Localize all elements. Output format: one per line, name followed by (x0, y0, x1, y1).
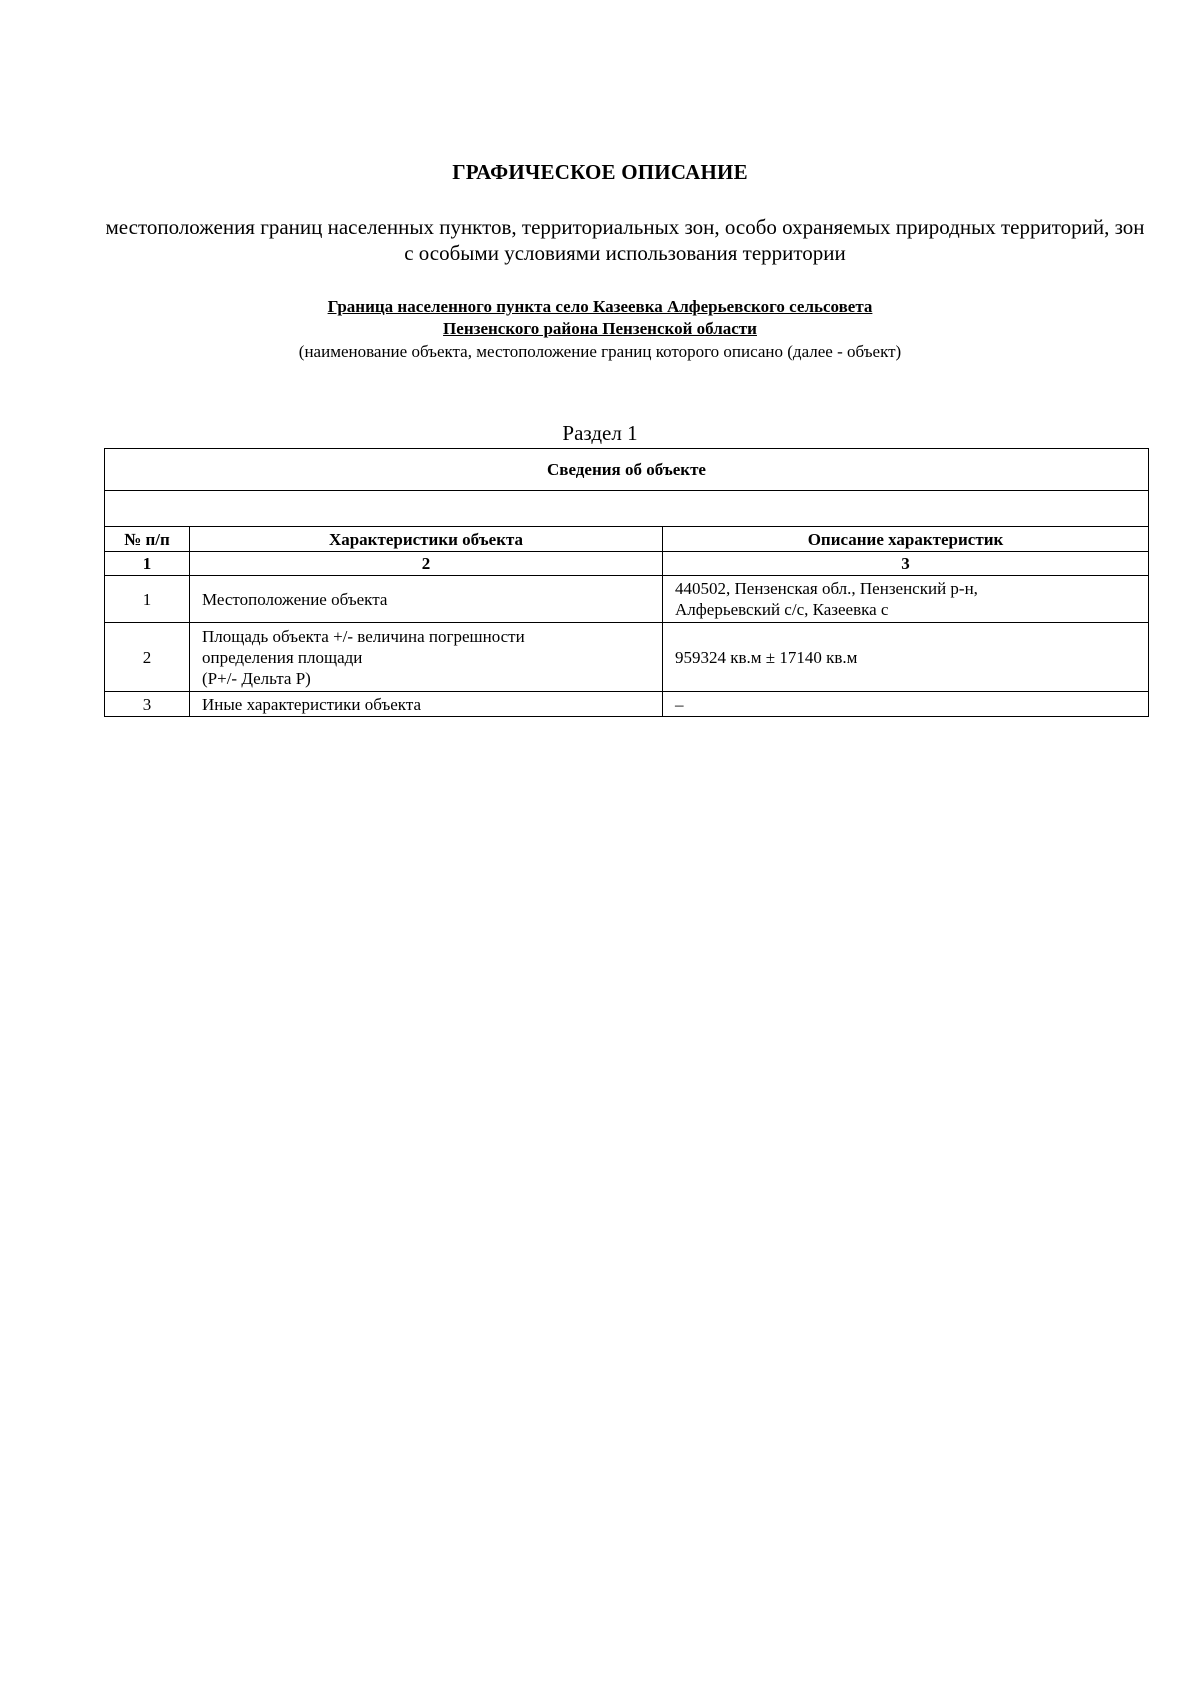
row-characteristic: Местоположение объекта (190, 576, 663, 623)
row-description (663, 576, 1149, 623)
table-blank-row (105, 491, 1149, 527)
table-column-numbers (105, 552, 1149, 576)
row-number: 1 (105, 576, 190, 623)
row-description-line: Алферьевский с/с, Казеевка с (675, 600, 889, 619)
object-name-line-1: Граница населенного пункта село Казеевка Алферьевского сельсовета (327, 297, 873, 316)
row-number: 2 (105, 623, 190, 692)
document-subtitle: местоположения границ населенных пунктов, территориальных зон, особо охраняемых природных территорий, зон с особыми условиями использования территории (105, 215, 1145, 265)
document-title: ГРАФИЧЕСКОЕ ОПИСАНИЕ (452, 160, 748, 184)
column-header-characteristics: Характеристики объекта (190, 527, 663, 552)
column-header-description: Описание характеристик (663, 527, 1149, 552)
row-characteristic-line: определения площади (202, 647, 363, 667)
table-row (105, 576, 1149, 623)
object-caption: (наименование объекта, местоположение границ которого описано (далее - объект) (298, 342, 902, 361)
table-header-row (105, 449, 1149, 491)
row-description: – (663, 692, 1149, 717)
row-description-line: 440502, Пензенская обл., Пензенский р-н, (675, 579, 978, 598)
column-number-2: 2 (190, 552, 663, 576)
table-blank-cell (105, 491, 1149, 527)
row-characteristic-line: Площадь объекта +/- величина погрешности (202, 626, 525, 646)
object-info-table (104, 448, 1149, 717)
row-number: 3 (105, 692, 190, 717)
column-number-1: 1 (105, 552, 190, 576)
column-header-number: № п/п (105, 527, 190, 552)
table-column-headers (105, 527, 1149, 552)
column-number-3: 3 (663, 552, 1149, 576)
table-row (105, 623, 1149, 692)
object-name (0, 296, 1200, 340)
section-label: Раздел 1 (562, 421, 638, 445)
row-characteristic (190, 623, 663, 692)
row-description: 959324 кв.м ± 17140 кв.м (663, 623, 1149, 692)
table-header: Сведения об объекте (105, 449, 1149, 491)
table-row (105, 692, 1149, 717)
row-characteristic: Иные характеристики объекта (190, 692, 663, 717)
row-characteristic-line: (P+/- Дельта P) (202, 668, 311, 688)
object-name-line-2: Пензенского района Пензенской области (443, 319, 757, 338)
